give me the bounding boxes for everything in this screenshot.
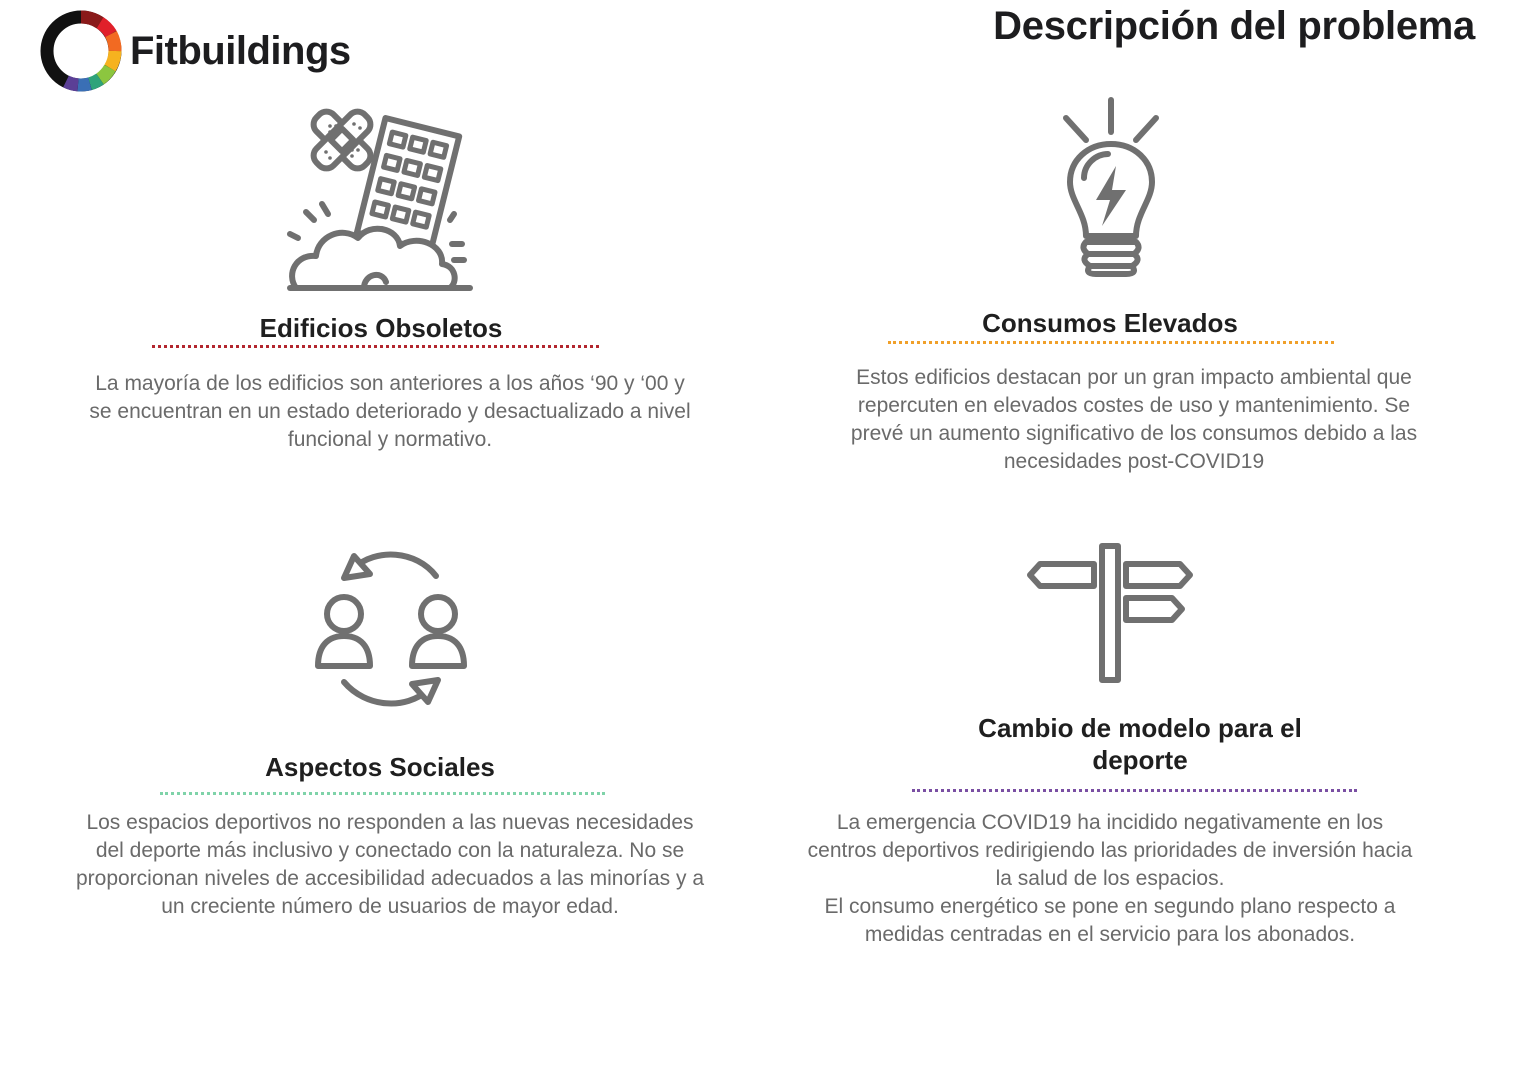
card-text-sociales: Los espacios deportivos no responden a las nuevas necesidades del deporte más inclusivo y conectado con la naturaleza. No se proporcionan niveles de accesibilidad adecuados a las minorías y a un creciente número de usuarios de mayor edad. (75, 811, 705, 918)
card-text-obsoletos: La mayoría de los edificios son anteriores a los años ‘90 y ‘00 y se encuentran en un estado deteriorado y desactualizado a nivel funcional y normativo. (89, 372, 691, 451)
divider-deporte (912, 789, 1357, 792)
page-title: Descripción del problema (993, 4, 1475, 48)
card-title-obsoletos: Edificios Obsoletos (259, 313, 503, 343)
card-title-consumos: Consumos Elevados (982, 308, 1238, 338)
card-title-sociales: Aspectos Sociales (265, 752, 495, 782)
logo-ring-icon (38, 8, 124, 94)
divider-obsoletos (152, 345, 599, 348)
divider-consumos (888, 341, 1334, 344)
brand-name: Fitbuildings (130, 28, 351, 73)
lightbulb-energy-icon (1050, 96, 1172, 280)
card-title-deporte: Cambio de modelo para el deporte (978, 713, 1302, 775)
divider-sociales (160, 792, 605, 795)
brand-logo (38, 8, 351, 94)
card-text-consumos: Estos edificios destacan por un gran impacto ambiental que repercuten en elevados costes de uso y mantenimiento. Se prevé un aumento significativo de los consumos debido a las necesidades post-COVID19 (850, 366, 1418, 473)
card-text-deporte: La emergencia COVID19 ha incidido negativamente en los centros deportivos redirigiendo las prioridades de inversión hacia la salud de los espacios. El consumo energético se pone en segundo plano respecto a medidas centradas en el servicio para los abonados. (807, 811, 1413, 946)
damaged-building-icon (282, 104, 478, 296)
people-exchange-icon (310, 544, 472, 716)
signpost-icon (1024, 540, 1198, 686)
